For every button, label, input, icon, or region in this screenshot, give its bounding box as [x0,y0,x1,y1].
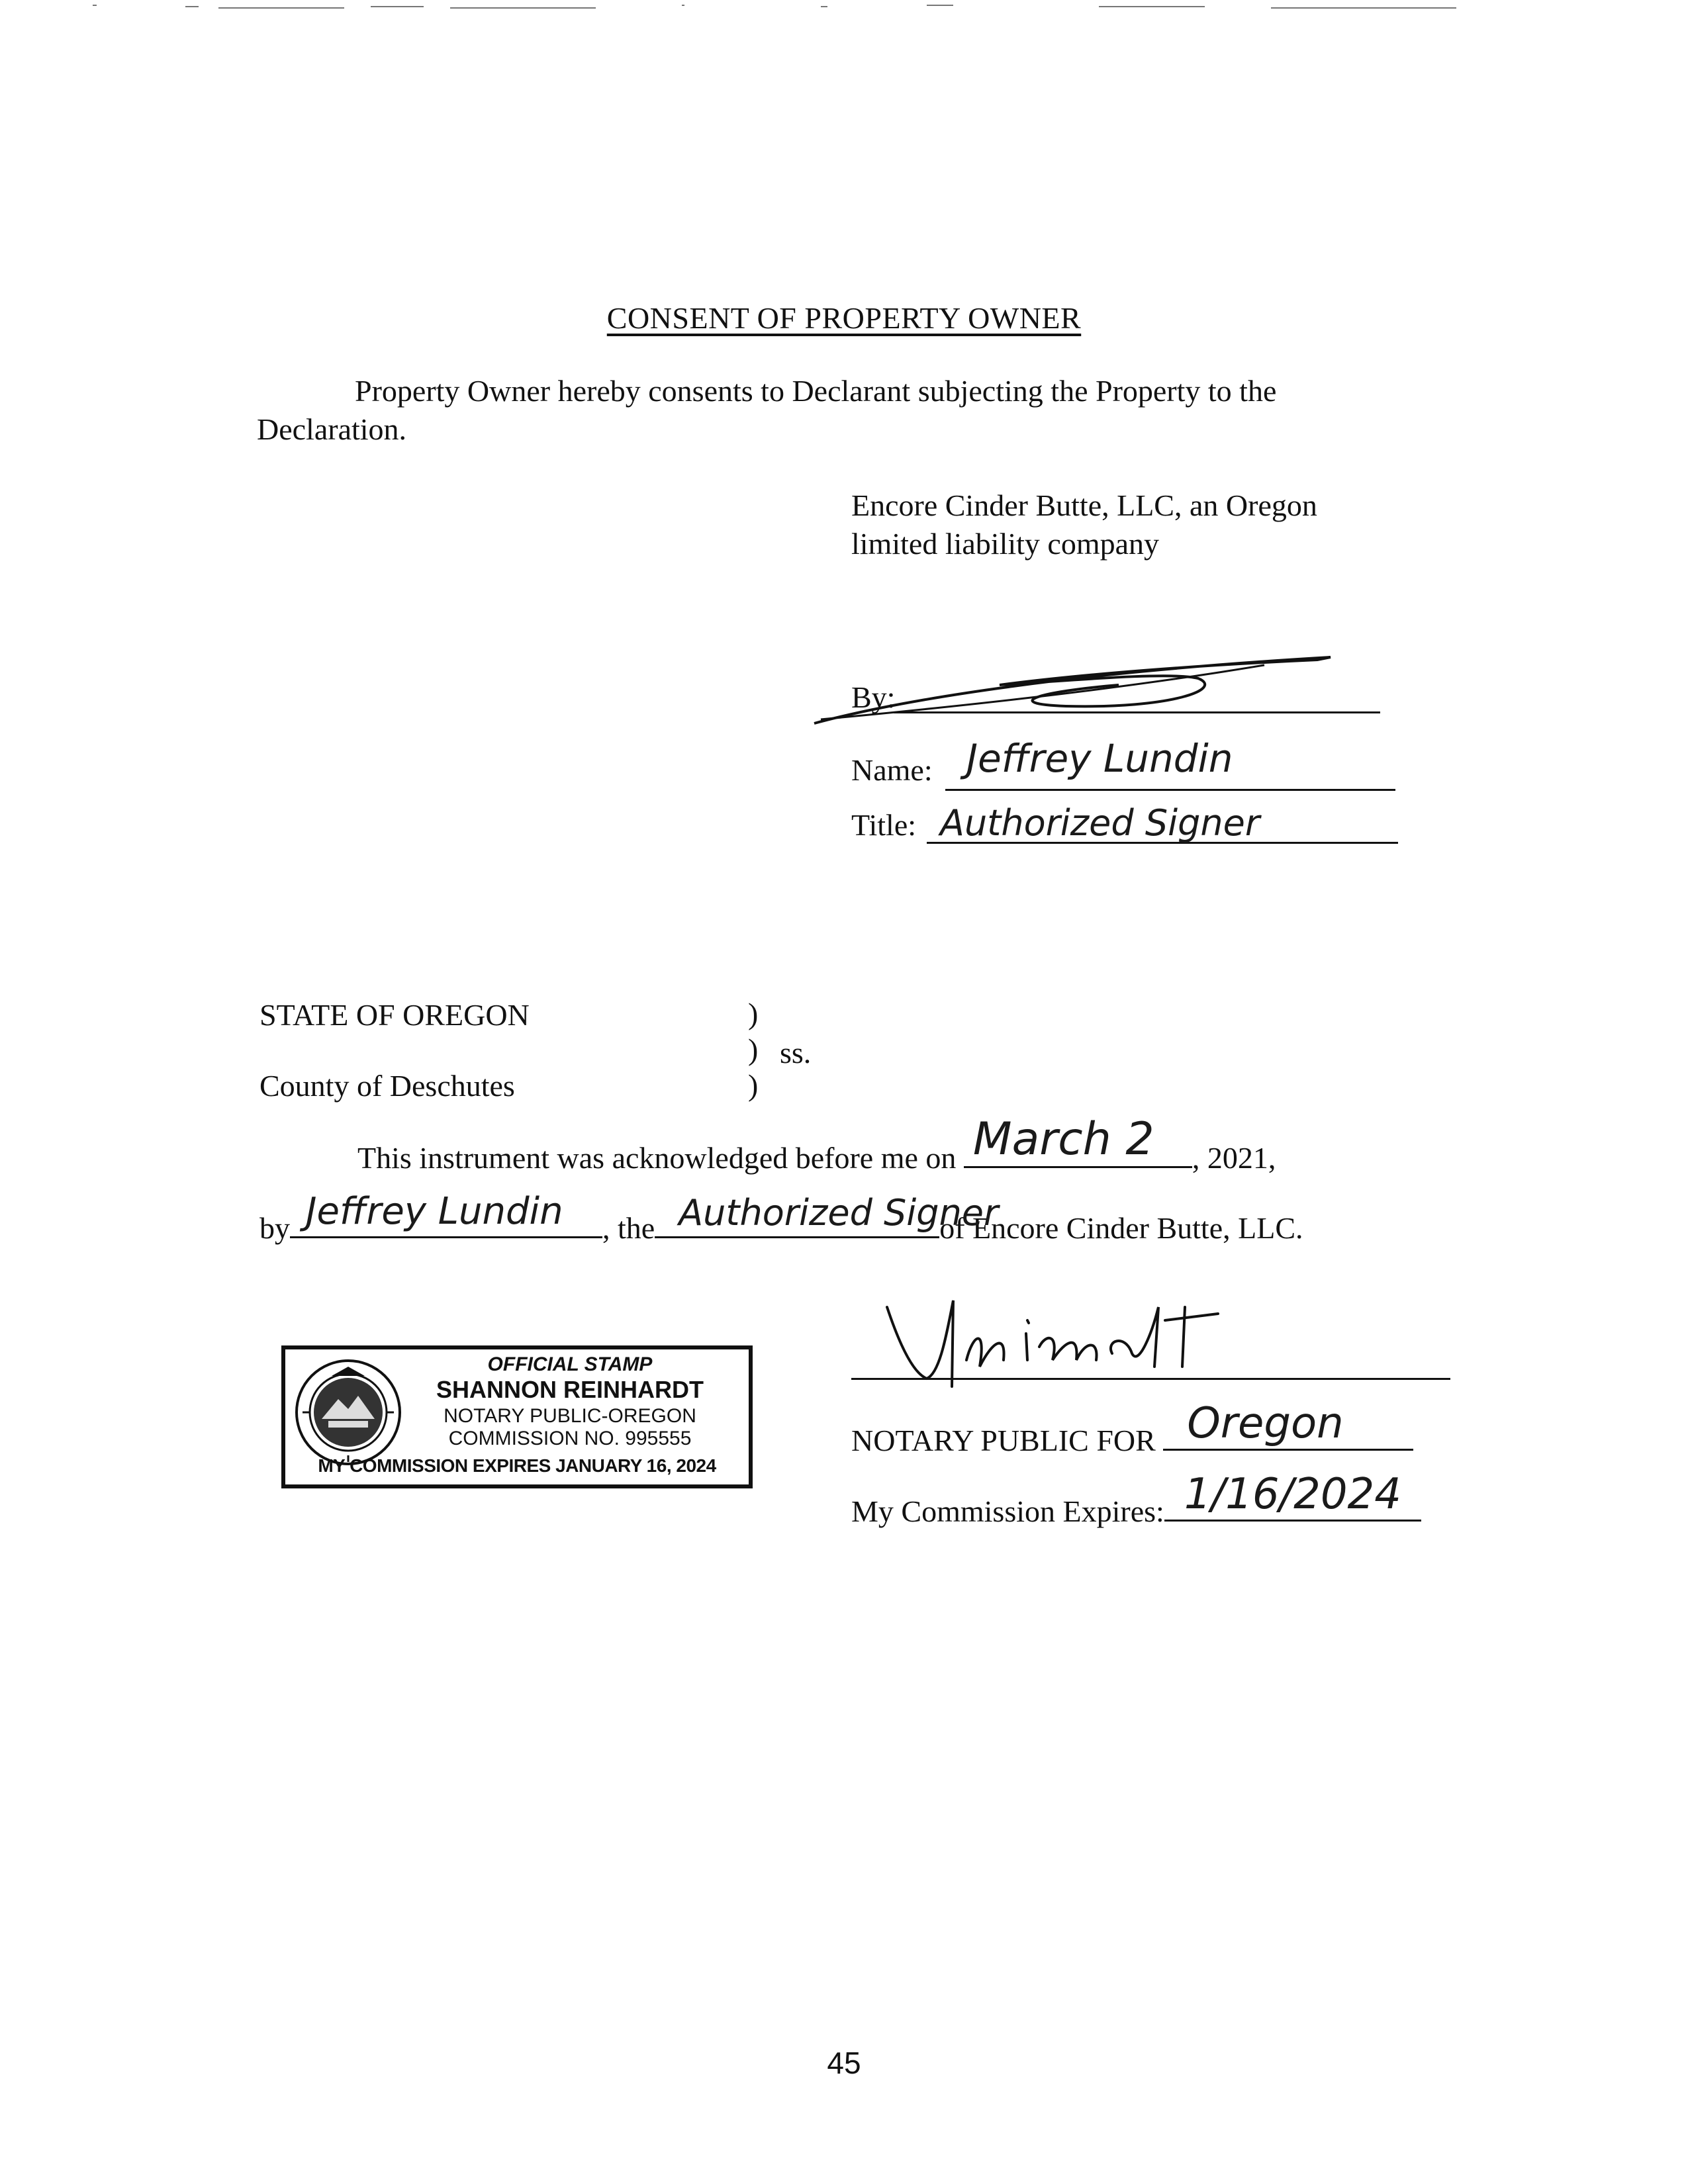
property-owner-name: Encore Cinder Butte, LLC, an Oregon limited liability company [851,488,1317,561]
title-label: Title: [851,808,917,842]
ack-by: by [259,1211,290,1245]
ack-company: of Encore Cinder Butte, LLC. [939,1211,1303,1245]
signer-title-handwritten: Authorized Signer [940,802,1260,844]
consent-statement: Property Owner hereby consents to Declarant subjecting the Property to the Declaration. [257,374,1277,446]
commission-expires-handwritten: 1/16/2024 [1184,1470,1401,1519]
notary-public-for-label: NOTARY PUBLIC FOR [851,1424,1156,1457]
scan-artifact-strip [0,0,1688,26]
venue-parentheses: ) ) ) [748,997,759,1102]
ack-role-handwritten: Authorized Signer [679,1191,999,1234]
official-notary-stamp [281,1345,753,1488]
ack-year: , 2021, [1192,1141,1276,1175]
ack-date-handwritten: March 2 [972,1113,1154,1165]
stamp-notary-public: NOTARY PUBLIC-OREGON [444,1405,696,1427]
commission-expires-blank [1164,1470,1421,1522]
oregon-state-seal-icon [292,1356,404,1469]
ack-signer-blank [290,1190,602,1238]
page-number: 45 [827,2046,861,2080]
by-label: By: [851,680,896,714]
state-label: STATE OF OREGON [259,998,530,1032]
commission-expires-line [851,1470,1421,1531]
stamp-notary-name: SHANNON REINHARDT [436,1376,704,1403]
signer-name-handwritten: Jeffrey Lundin [966,736,1233,781]
ack-the: , the [602,1211,655,1245]
acknowledgment-line-1 [357,1113,1276,1177]
signature-line [894,711,1380,713]
county-label: County of Deschutes [259,1069,515,1103]
notary-public-for-line [851,1399,1413,1460]
ack-signer-handwritten: Jeffrey Lundin [306,1190,563,1233]
stamp-official-label: OFFICIAL STAMP [487,1353,653,1375]
stamp-commission-expires: MY COMMISSION EXPIRES JANUARY 16, 2024 [318,1455,716,1476]
notary-state-handwritten: Oregon [1187,1399,1344,1448]
commission-expires-label: My Commission Expires: [851,1494,1164,1528]
notary-state-blank [1163,1399,1413,1451]
ack-prefix: This instrument was acknowledged before me on [357,1141,957,1175]
ack-role-blank [655,1191,999,1238]
acknowledgment-line-2 [259,1190,1303,1248]
ss-label: ss. [780,1036,812,1069]
name-line [945,789,1395,791]
stamp-commission-number: COMMISSION NO. 995555 [448,1428,692,1449]
name-label: Name: [851,753,933,787]
document-title: CONSENT OF PROPERTY OWNER [606,301,1082,335]
ack-date-blank [964,1113,1192,1168]
notary-signature-line [851,1378,1450,1380]
